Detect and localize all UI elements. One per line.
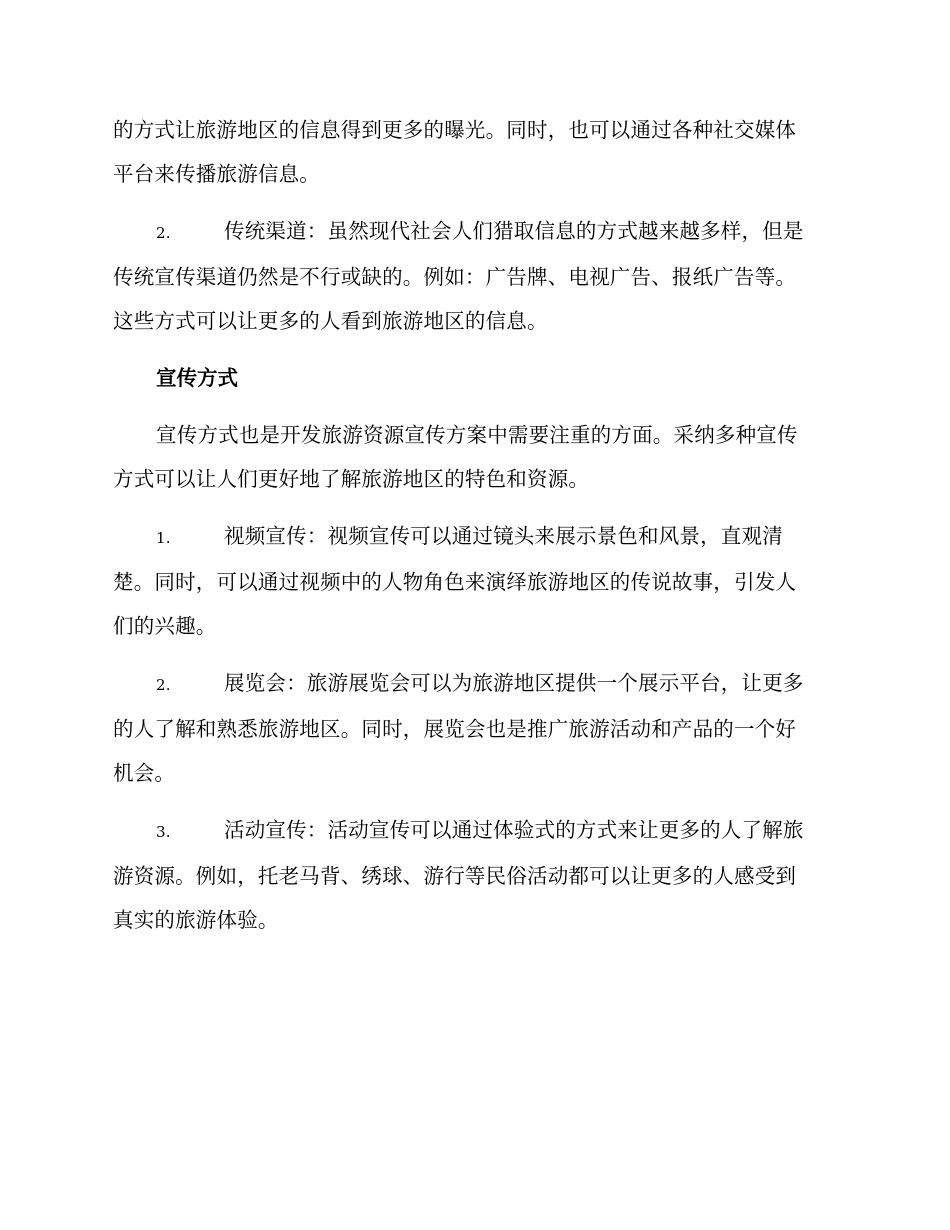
text-line: 方式可以让人们更好地了解旅游地区的特色和资源。	[113, 467, 590, 491]
text-line: 的方式让旅游地区的信息得到更多的曝光。同时，也可以通过各种社交媒体	[113, 118, 797, 142]
text-line: 视频宣传：视频宣传可以通过镜头来展示景色和风景，直观清	[224, 524, 783, 548]
list-number: 2.	[156, 224, 171, 242]
document-page	[113, 108, 835, 942]
intro-paragraph	[113, 108, 835, 196]
text-line: 这些方式可以让更多的人看到旅游地区的信息。	[113, 309, 548, 333]
text-line: 的人了解和熟悉旅游地区。同时，展览会也是推广旅游活动和产品的一个好	[113, 717, 797, 741]
traditional-channel-item	[113, 209, 835, 343]
text-line: 传统宣传渠道仍然是不行或缺的。例如：广告牌、电视广告、报纸广告等。	[113, 265, 797, 289]
text-line: 楚。同时，可以通过视频中的人物角色来演绎旅游地区的传说故事，引发人	[113, 570, 797, 594]
section-heading: 宣传方式	[156, 366, 238, 390]
list-number: 2.	[156, 676, 171, 694]
text-line: 展览会：旅游展览会可以为旅游地区提供一个展示平台，让更多	[224, 671, 804, 695]
text-line: 平台来传播旅游信息。	[113, 162, 320, 186]
list-item	[113, 808, 835, 942]
list-item	[113, 661, 835, 795]
list-number: 1.	[156, 529, 171, 547]
text-line: 传统渠道：虽然现代社会人们猎取信息的方式越来越多样，但是	[224, 219, 804, 243]
list-number: 3.	[156, 823, 171, 841]
text-line: 们的兴趣。	[113, 614, 217, 638]
text-line: 活动宣传：活动宣传可以通过体验式的方式来让更多的人了解旅	[224, 818, 804, 842]
text-line: 真实的旅游体验。	[113, 908, 279, 932]
text-line: 机会。	[113, 761, 176, 785]
text-line: 宣传方式也是开发旅游资源宣传方案中需要注重的方面。采纳多种宣传	[156, 423, 798, 447]
list-item	[113, 514, 835, 648]
text-line: 游资源。例如，托老马背、绣球、游行等民俗活动都可以让更多的人感受到	[113, 864, 797, 888]
section-paragraph	[113, 413, 835, 501]
